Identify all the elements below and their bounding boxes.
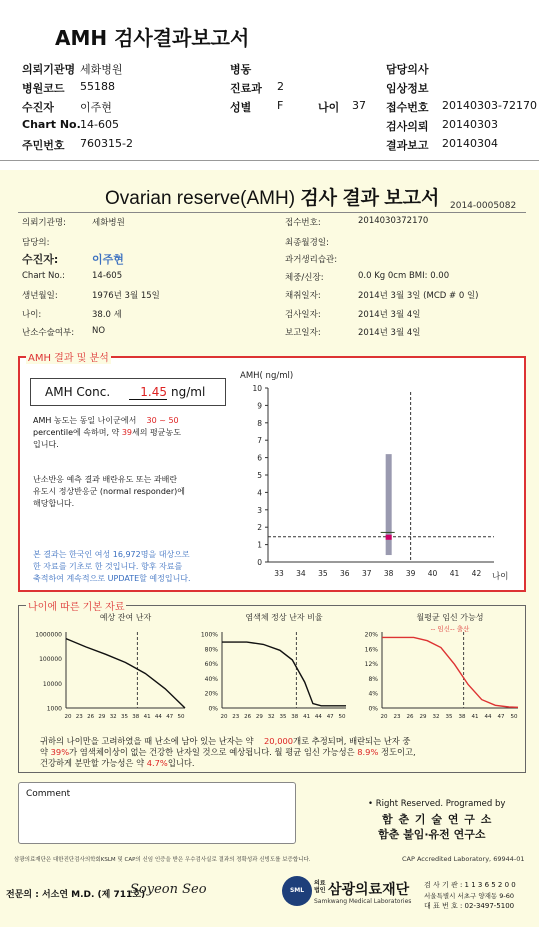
y-tick-label: 10 xyxy=(252,384,262,393)
header-label: 의뢰기관명 xyxy=(22,63,76,76)
x-tick-label: 44 xyxy=(484,714,492,720)
mini-chart-title: 예상 잔여 난자 xyxy=(99,613,152,622)
info-value: NO xyxy=(92,326,106,336)
info-value: 14-605 xyxy=(92,271,123,281)
series-line xyxy=(222,642,346,706)
age-range-bar xyxy=(386,454,392,555)
header-value: F xyxy=(277,99,284,112)
patient-point xyxy=(386,535,392,540)
x-tick-label: 41 xyxy=(303,714,311,720)
info-label: 수진자: xyxy=(22,253,59,266)
info-value: 2014년 3월 3일 (MCD # 0 일) xyxy=(358,291,479,301)
x-tick-label: 41 xyxy=(143,714,151,720)
x-tick-label: 47 xyxy=(166,714,174,720)
y-tick-label: 0% xyxy=(368,705,378,713)
x-tick-label: 26 xyxy=(406,714,414,720)
header-value: 이주현 xyxy=(80,101,112,114)
x-tick-label: 39 xyxy=(405,569,416,578)
institute-2: 함춘 불임·유전 연구소 xyxy=(378,828,486,841)
info-label: Chart No.: xyxy=(22,271,66,281)
x-tick-label: 38 xyxy=(291,714,299,720)
series-line xyxy=(382,637,518,707)
x-tick-label: 26 xyxy=(87,714,95,720)
series-line xyxy=(66,639,185,708)
info-label: 의뢰기관명: xyxy=(22,218,66,228)
info-label: 나이: xyxy=(22,310,42,320)
remaining-eggs-chart xyxy=(26,612,191,724)
y-tick-label: 100% xyxy=(200,631,218,639)
header-label: 나이 xyxy=(318,101,340,114)
x-tick-label: 42 xyxy=(471,569,482,578)
certification-text: 삼광의료재단은 대한진단검사의학회KSLM 및 CAP의 신임 인증을 받은 우수검사실로 결과의 정확성과 신빙도를 보증합니다. xyxy=(14,857,311,863)
x-tick-label: 29 xyxy=(98,714,106,720)
amh-note-line1: 본 결과는 한국인 여성 16,972명을 대상으로 xyxy=(33,550,190,559)
x-tick-label: 35 xyxy=(445,714,453,720)
x-tick-label: 40 xyxy=(427,569,438,578)
header-label: 수진자 xyxy=(22,101,54,114)
x-tick-label: 34 xyxy=(296,569,306,578)
y-tick-label: 9 xyxy=(257,401,262,411)
info-label: 채취일자: xyxy=(285,291,321,301)
x-tick-label: 41 xyxy=(449,569,460,578)
y-tick-label: 20% xyxy=(364,631,378,639)
x-tick-label: 50 xyxy=(510,714,518,720)
x-tick-label: 26 xyxy=(244,714,252,720)
x-tick-label: 44 xyxy=(314,714,322,720)
doctor-signature: Soyeon Seo xyxy=(130,882,207,897)
info-label: 체중/신장: xyxy=(285,273,324,283)
header-label: 성별 xyxy=(230,101,252,114)
header-value: 2 xyxy=(277,80,284,93)
amh-desc-line5: 유도시 정상반응군 (normal responder)에 xyxy=(33,487,185,496)
header-value: 37 xyxy=(352,99,366,112)
amh-desc-line1: AMH 농도는 동일 나이군에서 30 ~ 50 xyxy=(33,416,179,425)
cap-text: CAP Accredited Laboratory, 69944-01 xyxy=(402,855,525,863)
logo-prefix: 의료 법인 xyxy=(314,880,326,894)
x-tick-label: 23 xyxy=(232,714,240,720)
x-tick-label: 20 xyxy=(380,714,388,720)
header-label: 주민번호 xyxy=(22,139,65,152)
x-tick-label: 44 xyxy=(154,714,162,720)
x-tick-label: 32 xyxy=(267,714,275,720)
header-label: 임상정보 xyxy=(386,82,429,95)
info-value: 이주현 xyxy=(92,253,124,266)
doctor-name: 전문의 : 서소연 M.D. (제 711호) xyxy=(6,890,146,900)
header-label: 결과보고 xyxy=(386,139,429,152)
pregnancy-chance-chart xyxy=(352,612,524,724)
header-label: 검사의뢰 xyxy=(386,120,429,133)
x-tick-label: 38 xyxy=(458,714,466,720)
x-tick-label: 38 xyxy=(132,714,140,720)
x-tick-label: 20 xyxy=(64,714,72,720)
amh-desc-line4: 난소반응 예측 결과 배란유도 또는 과배란 xyxy=(33,475,178,484)
y-tick-label: 4 xyxy=(257,488,262,498)
header-label: 접수번호 xyxy=(386,101,429,114)
header-label: 병동 xyxy=(230,63,252,76)
x-tick-label: 35 xyxy=(318,569,328,578)
x-tick-label: 36 xyxy=(340,569,350,578)
amh-note-line3: 축적하여 계속적으로 UPDATE할 예정입니다. xyxy=(33,574,191,583)
contact-line2: 서울특별시 서초구 양재동 9-60 xyxy=(424,892,515,900)
x-tick-label: 47 xyxy=(326,714,334,720)
header-label: 담당의사 xyxy=(386,63,429,76)
y-tick-label: 5 xyxy=(257,471,262,480)
y-tick-label: 8 xyxy=(257,418,262,428)
info-value: 38.0 세 xyxy=(92,310,122,320)
y-tick-label: 1 xyxy=(257,540,262,550)
y-tick-label: 7 xyxy=(257,436,262,446)
y-tick-label: 60% xyxy=(204,661,218,669)
mini-chart-title: 염색체 정상 난자 비율 xyxy=(245,613,323,622)
info-label: 보고일자: xyxy=(285,328,321,338)
logo-name: 삼광의료재단 xyxy=(328,882,410,898)
divider xyxy=(18,212,526,213)
x-axis-label: 나이 xyxy=(492,572,509,582)
info-label: 담당의: xyxy=(22,238,50,248)
info-label: 접수번호: xyxy=(285,218,321,228)
x-tick-label: 38 xyxy=(383,569,394,578)
y-tick-label: 16% xyxy=(364,646,378,654)
divider xyxy=(0,160,539,161)
age-summary-line1: 귀하의 나이만을 고려하였을 때 난소에 남아 있는 난자는 약 20,000개로 추정되며, 배란되는 난자 중 xyxy=(40,736,411,746)
y-tick-label: 3 xyxy=(257,505,262,515)
y-tick-label: 40% xyxy=(204,675,218,683)
amh-conc-value: 1.45 xyxy=(129,385,167,400)
y-tick-label: 12% xyxy=(364,661,378,669)
info-label: 최종월경일: xyxy=(285,238,329,248)
y-tick-label: 1000000 xyxy=(35,631,62,639)
mini-chart-title: 월평균 임신 가능성 xyxy=(416,613,484,622)
x-tick-label: 29 xyxy=(419,714,427,720)
sml-logo-icon: SML xyxy=(282,876,312,906)
info-label: 생년월일: xyxy=(22,291,58,301)
y-tick-label: 4% xyxy=(368,690,378,698)
header-value: 55188 xyxy=(80,80,115,93)
x-tick-label: 35 xyxy=(121,714,128,720)
x-tick-label: 20 xyxy=(220,714,228,720)
header-label: 진료과 xyxy=(230,82,262,95)
header-label: 병원코드 xyxy=(22,82,65,95)
y-tick-label: 6 xyxy=(257,453,262,463)
contact-line3: 대 표 번 호 : 02-3497-5100 xyxy=(424,902,515,910)
logo-english: Samkwang Medical Laboratories xyxy=(314,898,412,905)
age-summary-line2: 약 39%가 염색체이상이 없는 건강한 난자일 것으로 예상됩니다. 월 평균 임신 가능성은 8.9% 정도이고, xyxy=(40,747,416,757)
info-value: 1976년 3월 15일 xyxy=(92,291,160,301)
amh-conc-box xyxy=(30,378,226,406)
report-title: Ovarian reserve(AMH) 검사 결과 보고서 xyxy=(105,188,440,209)
y-tick-label: 1000 xyxy=(46,705,62,713)
rights-text: • Right Reserved. Programed by xyxy=(368,799,506,809)
header-value: 20140303 xyxy=(442,118,498,131)
x-tick-label: 35 xyxy=(279,714,287,720)
header-value: 760315-2 xyxy=(80,137,133,150)
x-tick-label: 37 xyxy=(361,569,372,578)
info-label: 과거생리습관: xyxy=(285,255,338,265)
page-title: AMH 검사결과보고서 xyxy=(55,26,250,50)
x-tick-label: 50 xyxy=(177,714,185,720)
mini-chart-legend: -- 임신-- 출산 xyxy=(430,625,470,633)
comment-box xyxy=(18,782,296,844)
y-tick-label: 0 xyxy=(257,558,262,567)
x-tick-label: 23 xyxy=(393,714,401,720)
comment-label: Comment xyxy=(26,789,71,799)
header-value: 세화병원 xyxy=(80,63,123,76)
y-tick-label: 100000 xyxy=(39,656,62,664)
header-value: 20140304 xyxy=(442,137,498,150)
x-tick-label: 41 xyxy=(471,714,479,720)
normal-chromosome-chart xyxy=(192,612,352,724)
amh-conc-label: AMH Conc. xyxy=(45,385,111,399)
x-tick-label: 33 xyxy=(274,569,284,578)
amh-desc-line2: percentile에 속하며, 약 39세의 평균농도 xyxy=(33,428,181,437)
y-tick-label: 80% xyxy=(204,646,218,654)
age-section-title: 나이에 따른 기본 자료 xyxy=(26,598,126,613)
header-value: 14-605 xyxy=(80,118,119,131)
y-tick-label: 0% xyxy=(208,705,218,713)
amh-age-chart xyxy=(232,366,520,586)
x-tick-label: 29 xyxy=(255,714,263,720)
info-value: 2014030372170 xyxy=(358,216,429,226)
info-value: 0.0 Kg 0cm BMI: 0.00 xyxy=(358,271,450,281)
x-tick-label: 23 xyxy=(75,714,83,720)
info-value: 2014년 3월 4일 xyxy=(358,310,421,320)
header-value: 20140303-72170 xyxy=(442,99,537,112)
x-tick-label: 47 xyxy=(497,714,505,720)
amh-desc-line3: 입니다. xyxy=(33,440,59,449)
header-label: Chart No. xyxy=(22,118,81,131)
report-code: 2014-0005082 xyxy=(450,201,517,211)
amh-desc-line6: 해당합니다. xyxy=(33,499,75,508)
y-tick-label: 20% xyxy=(204,690,218,698)
contact-line1: 검 사 기 관 : 1 1 3 6 5 2 0 0 xyxy=(424,881,516,889)
x-tick-label: 50 xyxy=(338,714,346,720)
age-summary-line3: 건강하게 분만할 가능성은 약 4.7%입니다. xyxy=(40,758,195,768)
info-label: 검사일자: xyxy=(285,310,321,320)
institute-1: 함 춘 기 술 연 구 소 xyxy=(382,813,493,826)
x-tick-label: 32 xyxy=(432,714,440,720)
amh-section-title: AMH 결과 및 분석 xyxy=(26,349,111,364)
y-tick-label: 2 xyxy=(257,523,262,533)
y-tick-label: 8% xyxy=(368,675,378,683)
amh-conc-unit: ng/ml xyxy=(171,385,206,399)
x-tick-label: 32 xyxy=(109,714,117,720)
info-value: 세화병원 xyxy=(92,218,125,228)
amh-note-line2: 한 자료를 기초로 한 것입니다. 향후 자료를 xyxy=(33,562,183,571)
info-label: 난소수술여부: xyxy=(22,328,75,338)
info-value: 2014년 3월 4일 xyxy=(358,328,421,338)
y-tick-label: 10000 xyxy=(42,680,62,688)
chart-y-title: AMH( ng/ml) xyxy=(240,371,294,381)
